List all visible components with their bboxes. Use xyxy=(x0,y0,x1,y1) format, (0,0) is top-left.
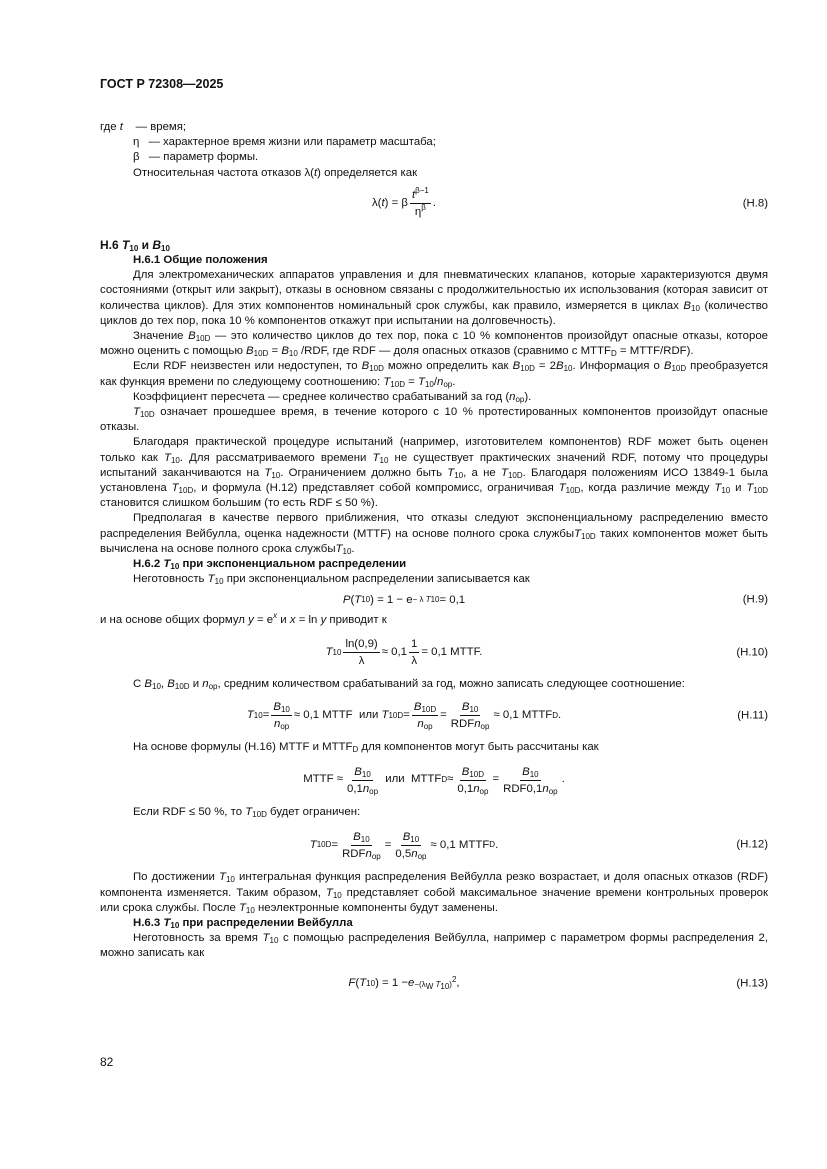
section-h6-title: H.6 $T_{10}$ и $B_{10}$ xyxy=(100,237,170,253)
symbol-definitions xyxy=(100,120,768,166)
formula-h8: λ( t ) = β $\frac{t^{\beta-1}}{\eta^\beta}$ . (H.8) xyxy=(371,186,768,219)
section-h61-title: H.6.1 Общие положения xyxy=(133,254,268,267)
para-10: С $B_{10}$, $B_{10D}$ и $n_{ор}$, средним количеством срабатываний за год, можно записать следующее соотношение: xyxy=(133,677,685,691)
def-t: где t — время; xyxy=(100,121,187,133)
formula-h12: T 10D = $\frac{B_{10}}{RDFn_{ор}}$ = $\frac{B_{10}}{0,5n_{ор}}$ ≈ 0,1 MTTF D . (H.12) xyxy=(309,830,768,861)
para-1: Для электромеханических аппаратов управления и для пневматических клапанов, которые характеризуются двумя состояниями (открыт или закрыт), отказы в основном связаны с продолжительностью их использования (которая зависит от количества циклов). Для этих компонентов номинальный срок службы, как правило, измеряется в циклах $B_{10}$ (количество циклов до тех пор, пока 10 % компонентов откажут при испытании на долговечность). xyxy=(100,269,768,327)
para-12: Если RDF ≤ 50 %, то $T_{10D}$ будет ограничен: xyxy=(133,806,361,820)
para-6: Благодаря практической процедуре испытаний (например, изготовителем компонентов) RDF может быть оценен только как $T_{10}$. Для рассматриваемого времени $T_{10}$ не существует практических значений RDF, потому что процедуры испытаний заканчиваются на $T_{10}$. Ограничением должно быть $T_{10}$, а не $T_{10D}$. Благодаря положениям ИСО 13849-1 была установлена $T_{10D}$, и формула (H.12) представляет собой компромисс, ограничивая $T_{10D}$, когда различие между $T_{10}$ и $T_{10D}$ становится слишком большим (то есть RDF ≤ 50 %). xyxy=(100,436,768,510)
para-11: На основе формулы (H.16) MTTF и $MTTF_D$ для компонентов могут быть рассчитаны как xyxy=(133,740,599,754)
para-4: Коэффициент пересчета — среднее количество срабатываний за год $(n_{ор})$. xyxy=(133,390,532,404)
section-h62-title: H.6.2 $T_{10}$ при экспоненциальном распределении xyxy=(133,558,407,572)
para-8: Неготовность $T_{10}$ при экспоненциальном распределении записывается как xyxy=(133,573,530,587)
para-7: Предполагая в качестве первого приближения, что отказы следуют экспоненциальному распределению вместо распределения Вейбулла, оценка надежности (MTTF) на основе полного срока службыT$_{10D}$ таких компонентов может быть вычислена на основе полного срока службыT$_{10}$. xyxy=(100,512,768,556)
formula-h11: T 10 = $\frac{B_{10}}{n_{ор}}$ ≈ 0,1 MTTF или T 10D = $\frac{B_{10D}}{n_{ор}}$ = $\frac{B_{10}}{RDFn_{ор}}$ ≈ 0,1 MTTF D . (H.11) xyxy=(246,701,768,732)
para-rel-freq: Относительная частота отказов λ(t) определяется как xyxy=(133,166,418,179)
para-3: Если RDF неизвестен или недоступен, то $B_{10D}$ можно определить как $B_{10D} = 2B_{10}$. Информация о $B_{10D}$ преобразуется как функция времени по следующему соотношению: $T_{10D} = T_{10}/n_{ор}$. xyxy=(100,360,768,389)
para-2: Значение $B_{10D}$ — это количество циклов до тех пор, пока с 10 % компонентов произойдут опасные отказы, которое можно оценить с помощью $B_{10D} = B_{10}$ /RDF, где RDF — доля опасных отказов (сравнимо с $MTTF_D$ = MTTF/RDF). xyxy=(100,330,768,359)
page-number: 82 xyxy=(100,1055,114,1069)
section-h63-title: H.6.3 $T_{10}$ при распределении Вейбулла xyxy=(133,916,353,930)
para-5: $T_{10D}$ означает прошедшее время, в течение которого с 10 % протестированных компонентов произойдут опасные отказы. xyxy=(100,406,768,434)
para-13: По достижении $T_{10}$ интегральная функция распределения Вейбулла резко возрастает, и доля опасных отказов (RDF) компонента изменяется. Таким образом, $T_{10}$ представляет собой максимальное значение времени контрольных проверок или срока службы. После $T_{10}$ неэлектронные компоненты будут заменены. xyxy=(100,871,768,915)
formula-mttf: MTTF ≈ $\frac{B_{10}}{0,1n_{ор}}$ или MTTF D ≈ $\frac{B_{10D}}{0,1n_{ор}}$ = $\frac{B_{10}}{RDF0,1n_{ор}}$ . xyxy=(303,765,565,796)
document-header: ГОСТ Р 72308—2025 xyxy=(100,77,224,91)
formula-h9: P ( T 10 ) = 1 − e − λ T 10 = 0,1 (H.9) xyxy=(342,593,768,606)
para-14: Неготовность за время $T_{10}$ с помощью распределения Вейбулла, например с параметром формы распределения 2, можно записать как xyxy=(100,932,768,960)
para-9: и на основе общих формул $y = e^x$ и x = ln y приводит к xyxy=(100,611,387,627)
page-body xyxy=(100,120,768,1006)
formula-h10: T 10 $\frac{\ln(0,9)}{\lambda}$ ≈ 0,1 $\frac{1}{\lambda}$ = 0,1 MTTF. (H.10) xyxy=(325,638,768,668)
def-eta: η — характерное время жизни или параметр масштаба; xyxy=(133,136,436,149)
def-beta: β — параметр формы. xyxy=(133,151,259,164)
formula-h13: F ( T 10 ) = 1 − e $-(\lambda_W$ $T_{10})^2$ , (H.13) xyxy=(348,975,768,992)
